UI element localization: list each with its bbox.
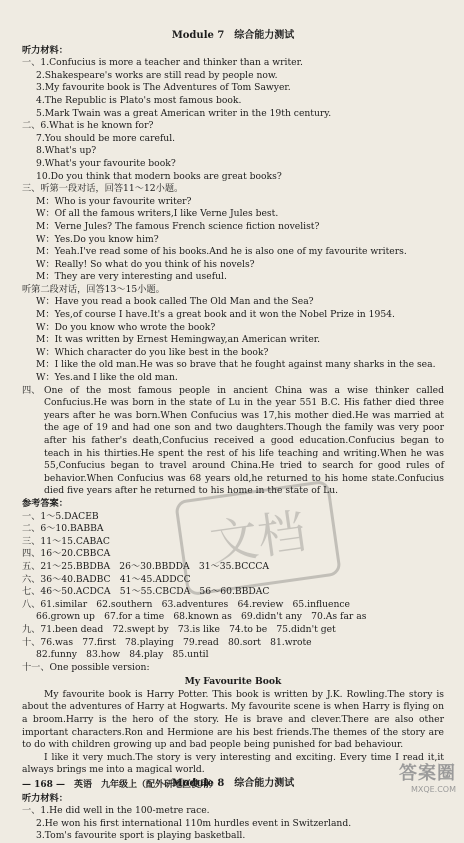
- m8-sec1-line: 3.Tom's favourite sport is playing basketball.: [36, 830, 246, 842]
- section1: [22, 57, 444, 120]
- sec1-line: 5.Mark Twain was a great American writer in the 19th century.: [36, 107, 332, 119]
- dialog-line: W：Yes.and I like the old man.: [36, 372, 178, 384]
- m8-sec1-line: 2.He won his first international 110m hurdles event in Switzerland.: [36, 817, 352, 829]
- answer-line: 二、6～10.BABBA: [22, 523, 104, 535]
- answer-line: 八、61.similar 62.southern 63.adventures 64.review 65.influence: [22, 598, 350, 610]
- dialog-line: W：Which character do you like best in the book?: [36, 346, 269, 358]
- sec3-title2: 听第二段对话，回答13～15小题。: [22, 283, 165, 295]
- answer-line: 四、16～20.CBBCA: [22, 548, 111, 560]
- answer-line: 82.funny 83.how 84.play 85.until: [36, 649, 209, 661]
- dialog-line: W：Of all the famous writers,I like Verne Jules best.: [36, 208, 279, 220]
- sec1-line: 2.Shakespeare's works are still read by people now.: [36, 69, 278, 81]
- dialog-line: M：They are very interesting and useful.: [36, 271, 227, 283]
- dialog-line: W：Do you know who wrote the book?: [36, 321, 216, 333]
- sec2-line: 10.Do you think that modern books are great books?: [36, 170, 282, 182]
- dialog-line: M：Yes,of course I have.It's a great book and it won the Nobel Prize in 1954.: [36, 309, 395, 321]
- sec2-line: 9.What's your favourite book?: [36, 157, 176, 169]
- watermark-stamp: 文档: [174, 480, 342, 597]
- module8-title: Module 8 综合能力测试: [171, 778, 295, 790]
- dialog-line: M：I like the old man.He was so brave that he fought against many sharks in the sea.: [36, 359, 436, 371]
- answer-line: 七、46～50.ACDCA 51～55.CBCDA 56～60.BBDAC: [22, 586, 270, 598]
- answer-line: 66.grown up 67.for a time 68.known as 69.didn't any 70.As far as: [36, 611, 367, 623]
- section3: [22, 183, 444, 385]
- listening-label: 听力材料：: [22, 792, 68, 804]
- answer-line: 十、76.was 77.first 78.playing 79.read 80.sort 81.wrote: [22, 636, 312, 648]
- dialog-line: M：Yeah.I've read some of his books.And he is also one of my favourite writers.: [36, 246, 407, 258]
- sec1-line: 一、1.Confucius is more a teacher and thinker than a writer.: [22, 57, 303, 69]
- answer-line: 一、1～5.DACEB: [22, 510, 99, 522]
- module7-title: Module 7 综合能力测试: [171, 30, 295, 41]
- page-footer: — 168 — 英语 九年级上（配外研地区使用）: [22, 780, 219, 791]
- sec2-line: 7.You should be more careful.: [36, 132, 176, 144]
- dialog-line: M：Verne Jules? The famous French science fiction novelist?: [36, 220, 320, 232]
- answer-line: 九、71.been dead 72.swept by 73.is like 74.to be 75.didn't get: [22, 623, 336, 635]
- dialog-line: W：Really! So what do you think of his novels?: [36, 258, 255, 270]
- sec3-title: 三、听第一段对话，回答11～12小题。: [22, 183, 184, 195]
- dialog-line: M：It was written by Ernest Hemingway,an American writer.: [36, 334, 321, 346]
- essay-paragraph: I like it very much.The story is very interesting and exciting. Every time I read it,it always brings me into a magical world.: [22, 751, 444, 776]
- dialog-line: M：Who is your favourite writer?: [36, 195, 192, 207]
- sec1-line: 4.The Republic is Plato's most famous book.: [36, 94, 242, 106]
- listening-label: 听力材料：: [22, 44, 68, 56]
- logo-text: 答案圈: [399, 763, 456, 784]
- answer-line: 五、21～25.BBDBA 26～30.BBDDA 31～35.BCCCA: [22, 560, 269, 572]
- section4: [22, 385, 444, 498]
- site-logo: [364, 764, 456, 796]
- essay-title: My Favourite Book: [184, 676, 282, 688]
- sec1-line: 3.My favourite book is The Adventures of Tom Sawyer.: [36, 82, 291, 94]
- sec2-line: 8.What's up?: [36, 145, 97, 157]
- dialog-line: W：Have you read a book called The Old Man and the Sea?: [36, 296, 314, 308]
- answer-line: 三、11～15.CABAC: [22, 535, 110, 547]
- sec4-label: 四、: [22, 384, 41, 396]
- sec4-text: One of the most famous people in ancient China was a wise thinker called Confucius.He was born in the state of Lu in the year 551 B.C. His father died three years after he was born.When Confucius was 17,his mother died.He was married at the age of 19 and had one son and two daughters.Though the family was very poor after his father's death,Confucius received a good education.Confucius began to teach in his thirties.He spent the rest of his life teaching and writing.When he was 55,Confucius began to travel around China.He tried to search for good rules of behavior.When Confucius was 68 years old,he returned to his home state.Confucius died five years after he returned to his home in the state of Lu.: [44, 384, 444, 497]
- sec2-line: 二、6.What is he known for?: [22, 120, 154, 132]
- essay-paragraph: My favourite book is Harry Potter. This book is written by J.K. Rowling.The story is about the adventures of Harry at Hogwarts. My favourite scene is when Harry is flying on a broom.Harry is the hero of the story. He is brave and clever.There are also other important characters.Ron and Hermione are his best friends.The themes of the story are to do with children growing up and bad people being punished for bad behaviour.: [22, 688, 444, 751]
- answer-line: 六、36～40.BADBC 41～45.ADDCC: [22, 573, 191, 585]
- section2: [22, 120, 444, 183]
- answer-line: 十一、One possible version:: [22, 661, 150, 673]
- m8-sec1-line: 一、1.He did well in the 100-metre race.: [22, 805, 210, 817]
- answers-label: 参考答案：: [22, 497, 68, 509]
- logo-url: MXQE.COM: [410, 785, 456, 794]
- dialog-line: W：Yes.Do you know him?: [36, 233, 159, 245]
